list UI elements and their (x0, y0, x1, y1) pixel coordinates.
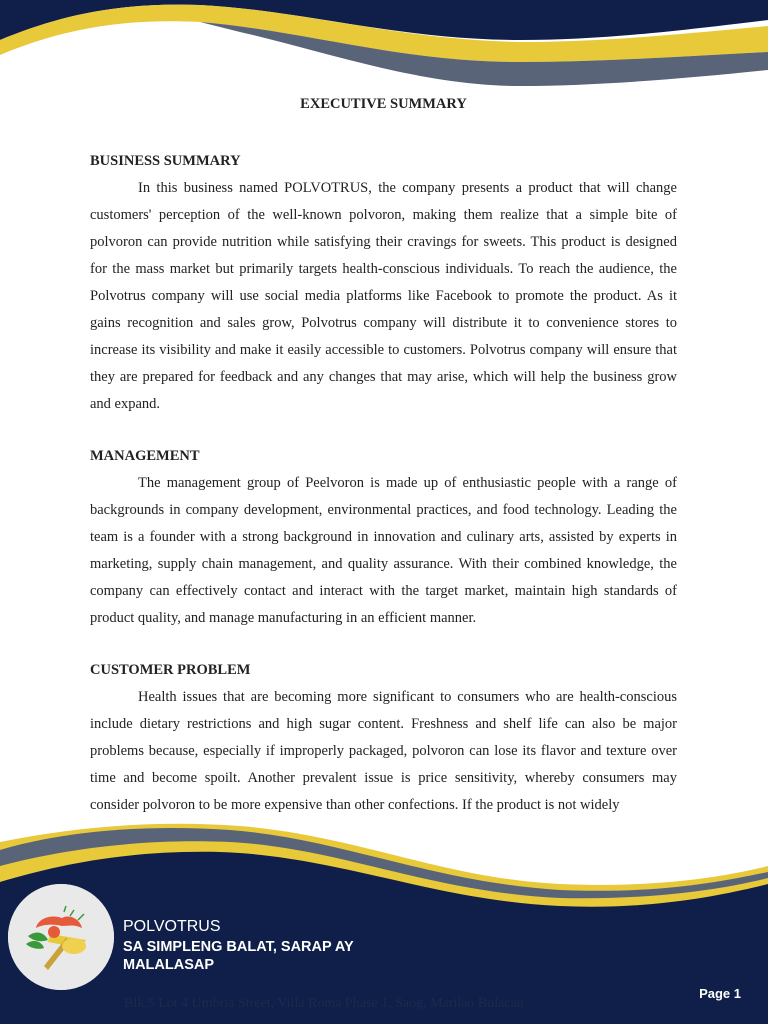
document-body (90, 96, 677, 847)
footer-address: Blk.5 Lot 4 Umbria Street, Villa Roma Phase 1, Saog, Marilao Bulacan (124, 996, 524, 1011)
section-heading-management: MANAGEMENT (90, 448, 200, 464)
polvotrus-logo-icon (8, 884, 114, 990)
section-body-customer-problem: Health issues that are becoming more significant to consumers who are health-conscious include dietary restrictions and high sugar content. Freshness and shelf life can also be major problems because, especially if improperly packaged, polvoron can lose its flavor and texture over time and become spoilt. Another prevalent issue is price sensitivity, whereby consumers may consider polvoron to be more expensive than other confections. If the product is not widely (90, 689, 677, 813)
section-heading-business-summary: BUSINESS SUMMARY (90, 153, 241, 169)
footer-company-name: POLVOTRUS (123, 918, 221, 935)
section-heading-customer-problem: CUSTOMER PROBLEM (90, 662, 251, 678)
footer-tagline: SA SIMPLENG BALAT, SARAP AY MALALASAP (123, 939, 354, 973)
section-body-business-summary: In this business named POLVOTRUS, the company presents a product that will change customers' perception of the well-known polvoron, making them realize that a simple bite of polvoron can provide nutrition while satisfying their cravings for sweets. This product is designed for the mass market but primarily targets health-conscious individuals. To reach the audience, the Polvotrus company will use social media platforms like Facebook to promote the product. As it gains recognition and sales grow, Polvotrus company will distribute it to convenience stores to increase its visibility and make it easily accessible to customers. Polvotrus company will ensure that they are prepared for feedback and any changes that may arise, which will help the business grow and expand. (90, 180, 677, 412)
section-body-management: The management group of Peelvoron is made up of enthusiastic people with a range of backgrounds in company development, environmental practices, and food technology. Leading the team is a founder with a strong background in innovation and culinary arts, assisted by experts in marketing, supply chain management, and quality assurance. With their combined knowledge, the company can effectively contact and interact with the target market, maintain high standards of product quality, and manage manufacturing in an efficient manner. (90, 475, 677, 626)
header-wave-decoration (0, 0, 768, 110)
footer-wave-decoration (0, 820, 768, 1024)
document-title: EXECUTIVE SUMMARY (300, 96, 467, 112)
page-number: Page 1 (699, 986, 741, 1001)
company-logo (8, 884, 114, 990)
